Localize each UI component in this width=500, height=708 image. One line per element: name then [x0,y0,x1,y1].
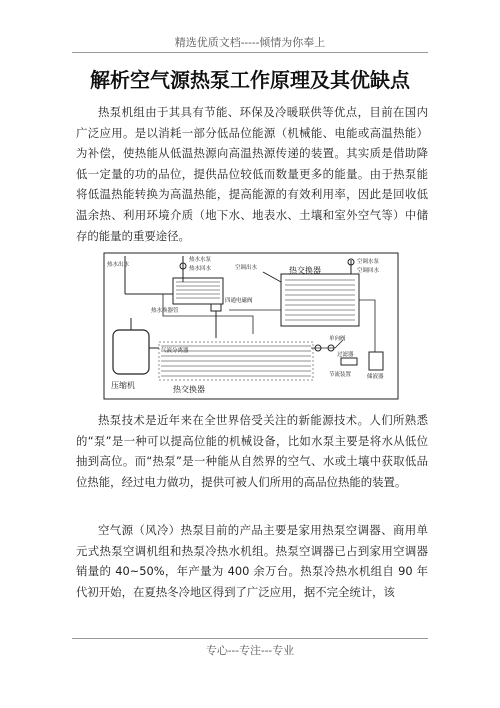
label-hot-water-return: 热水回水 [189,266,212,272]
label-gas-liquid-separator: 气液分离器 [161,348,189,354]
label-bottom-heat-exchanger: 热交换器 [173,385,205,394]
label-one-way-valve: 单向阀 [329,336,346,342]
compressor-body [113,330,149,374]
label-hot-water-pump: 热水水泵 [189,257,212,263]
label-compressor: 压缩机 [111,381,135,390]
label-hot-water-exchanger: 热水换器管 [151,308,179,314]
heat-pump-diagram [103,252,399,400]
hot-water-exchanger-coil [176,282,220,298]
filter-drier-icon [341,358,357,365]
label-four-way-valve: 四通电磁阀 [225,298,253,304]
refrigerant-line-3 [359,300,375,352]
top-heat-exchanger-coil [285,280,355,320]
paragraph-air-source: 空气源（风冷）热泵目前的产品主要是家用热泵空调器、商用单元式热泵空调机组和热泵冷热水机组。热泵空调器已占到家用空调器销量的 40~50%，年产量为 400 余万台。热泵冷热水机组自 90 年代初开始，在夏热冬冷地区得到了广泛应用，据不完全统计，该 [76,523,428,599]
label-filter-drier: 过滤器 [337,352,354,358]
footer-rule [72,638,428,639]
document-title: 解析空气源热泵工作原理及其优缺点 [90,68,410,92]
label-reservoir: 储液器 [367,374,384,380]
page-header: 精选优质文档-----倾情为你奉上 [174,36,326,49]
label-top-heat-exchanger: 热交换器 [289,266,321,275]
label-throttle: 节流装置 [329,372,352,378]
page-footer: 专心---专注---专业 [205,644,295,657]
label-ac-supply: 空调出水 [235,265,258,271]
label-ac-pump: 空调水泵 [357,259,380,265]
reservoir-icon [369,352,383,370]
label-hot-water-out: 热水出水 [107,262,130,268]
paragraph-intro: 热泵机组由于其具有节能、环保及冷暖联供等优点，目前在国内广泛应用。是以消耗一部分低品位能源（机械能、电能或高温热能）为补偿，使热能从低温热源向高温热源传递的装置。其实质是借助降低一定量的功的品位，提供品位较低而数量更多的能量。由于热泵能将低温热能转换为高温热能，提高能源的有效利用率，因此是回收低温余热、利用环境介质（地下水、地表水、土壤和室外空气等）中储存的能量的重要途径。 [76,105,428,243]
label-ac-return: 空调回水 [357,268,380,274]
paragraph-heat-pump-technology: 热泵技术是近年来在全世界倍受关注的新能源技术。人们所熟悉的“泵”是一种可以提高位能的机械设备，比如水泵主要是将水从低位抽到高位。而“热泵”是一种能从自然界的空气、水或土壤中获取低品位热能，经过电力做功，提供可被人们所用的高品位热能的装置。 [76,413,428,489]
four-way-valve-icon [211,304,221,311]
ac-supply-pipe [263,272,281,282]
header-rule [72,52,428,53]
